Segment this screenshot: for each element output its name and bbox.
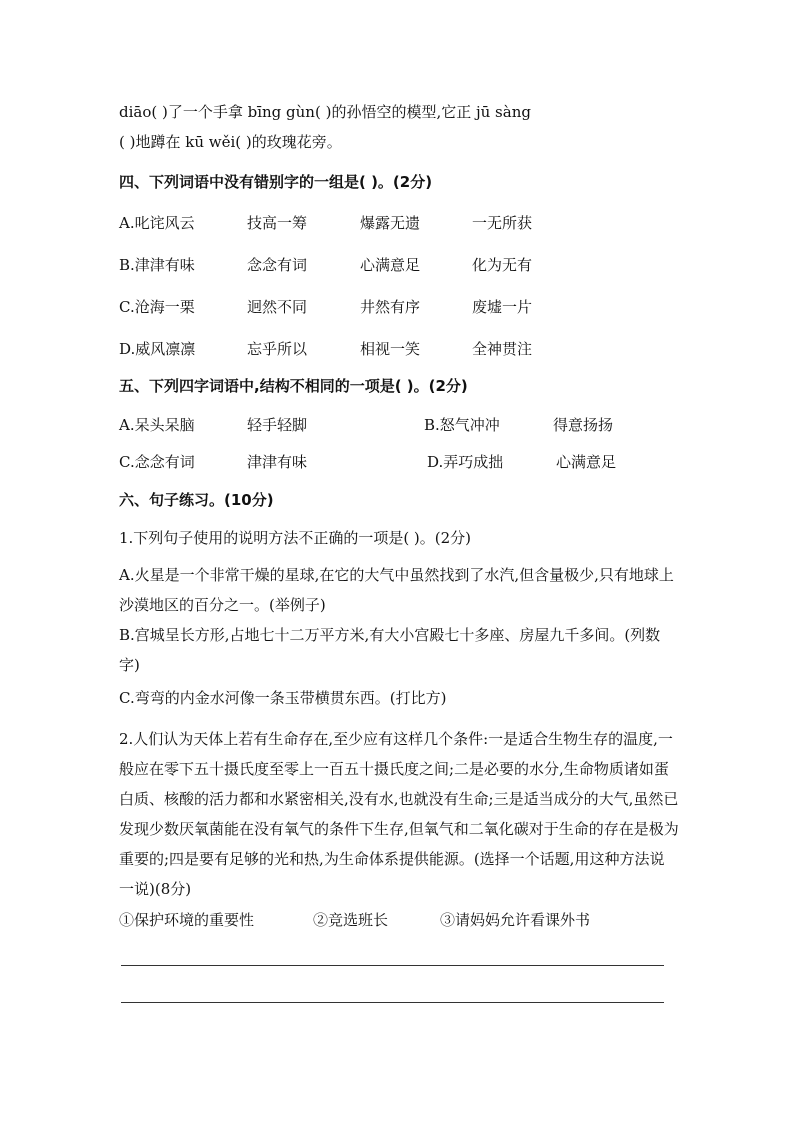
q4-option-b-word-2: 念念有词 [247, 256, 308, 274]
q6-option-a: A.火星是一个非常干燥的星球,在它的大气中虽然找到了水汽,但含量极少,只有地球上沙漠地区的百分之一。(举例子) [119, 566, 674, 614]
topic-2: ②竞选班长 [313, 911, 389, 929]
q5-option-b-word-2: 得意扬扬 [553, 416, 614, 434]
q4-option-a-word-2: 技高一筹 [247, 214, 308, 232]
q5-option-a-word-2: 轻手轻脚 [247, 416, 308, 434]
q4-option-d-word-1: D.威风凛凛 [119, 340, 196, 358]
answer-line-2[interactable] [121, 1002, 664, 1003]
q4-option-c-word-4: 废墟一片 [472, 298, 533, 316]
topic-1: ①保护环境的重要性 [119, 911, 255, 929]
q4-title: 四、下列词语中没有错别字的一组是( )。(2分) [119, 173, 433, 191]
q6-option-b: B.宫城呈长方形,占地七十二万平方米,有大小宫殿七十多座、房屋九千多间。(列数字) [119, 626, 661, 674]
q5-option-d-word-2: 心满意足 [556, 453, 617, 471]
pinyin-line-1: diāo( )了一个手拿 bīng gùn( )的孙悟空的模型,它正 jū sàng [119, 103, 531, 121]
q4-option-a-word-3: 爆露无遗 [360, 214, 421, 232]
q4-option-b-word-4: 化为无有 [472, 256, 533, 274]
q5-option-c: C.念念有词 [119, 453, 195, 471]
q6-title: 六、句子练习。(10分) [119, 491, 274, 509]
q6-sub1: 1.下列句子使用的说明方法不正确的一项是( )。(2分) [119, 529, 472, 547]
q5-title: 五、下列四字词语中,结构不相同的一项是( )。(2分) [119, 377, 468, 395]
topic-3: ③请妈妈允许看课外书 [440, 911, 591, 929]
q6-option-c: C.弯弯的内金水河像一条玉带横贯东西。(打比方) [119, 689, 447, 707]
q4-option-d-word-2: 忘乎所以 [247, 340, 308, 358]
q4-option-b-word-3: 心满意足 [360, 256, 421, 274]
q4-option-a-word-1: A.叱诧风云 [119, 214, 195, 232]
q4-option-d-word-3: 相视一笑 [360, 340, 421, 358]
answer-line-1[interactable] [121, 965, 664, 966]
q5-option-d: D.弄巧成拙 [427, 453, 504, 471]
q5-option-a: A.呆头呆脑 [119, 416, 195, 434]
q4-option-b-word-1: B.津津有味 [119, 256, 195, 274]
q4-option-c-word-1: C.沧海一栗 [119, 298, 195, 316]
q6-sub2-passage: 2.人们认为天体上若有生命存在,至少应有这样几个条件:一是适合生物生存的温度,一般应在零下五十摄氏度至零上一百五十摄氏度之间;二是必要的水分,生命物质诸如蛋白质、核酸的活力都和水紧密相关,没有水,也就没有生命;三是适当成分的大气,虽然已发现少数厌氧菌能在没有氧气的条件下生存,但氧气和二氧化碳对于生命的存在是极为重要的;四是要有足够的光和热,为生命体系提供能源。(选择一个话题,用这种方法说一说)(8分) [119, 730, 679, 898]
pinyin-line-2: ( )地蹲在 kū wěi( )的玫瑰花旁。 [119, 133, 342, 151]
q4-option-c-word-2: 迥然不同 [247, 298, 308, 316]
q4-option-a-word-4: 一无所获 [472, 214, 533, 232]
q4-option-d-word-4: 全神贯注 [472, 340, 533, 358]
q4-option-c-word-3: 井然有序 [360, 298, 421, 316]
q5-option-b: B.怒气冲冲 [424, 416, 500, 434]
q5-option-c-word-2: 津津有味 [247, 453, 308, 471]
